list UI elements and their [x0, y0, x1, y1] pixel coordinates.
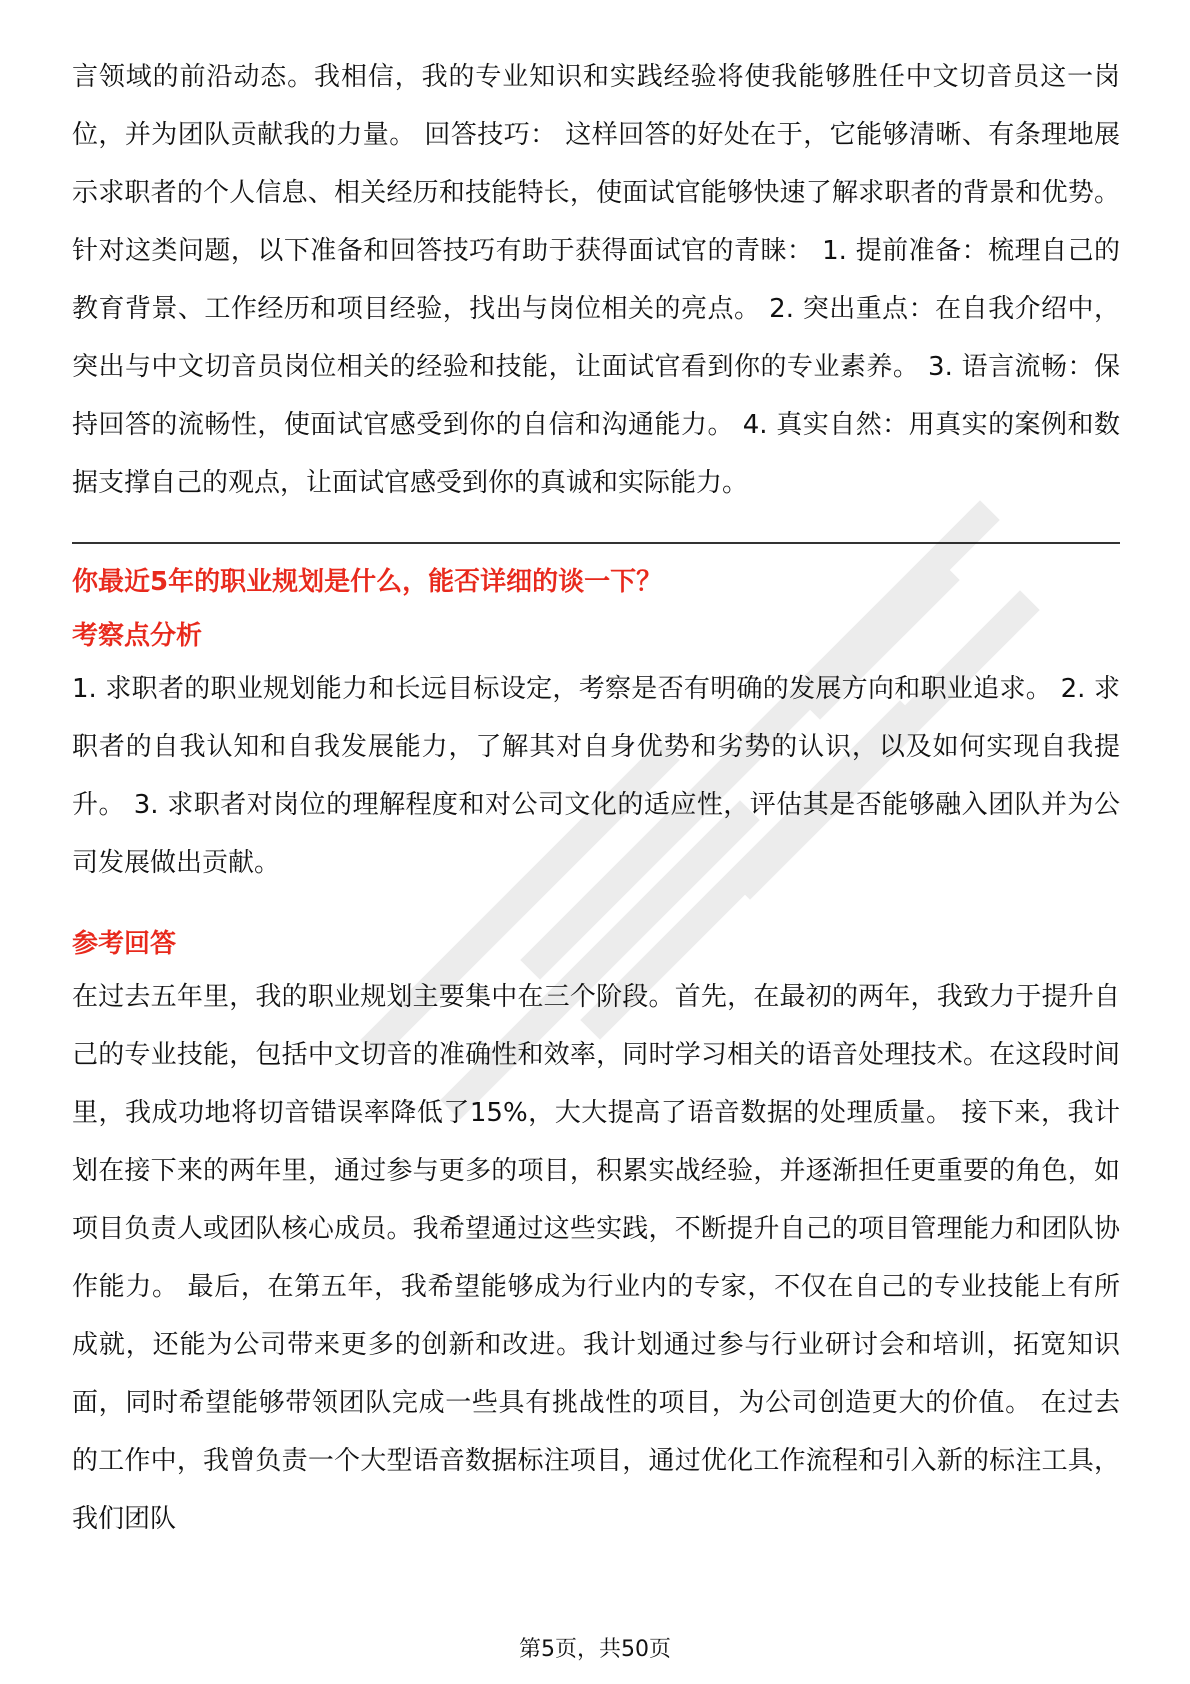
question-title: 你最近5年的职业规划是什么，能否详细的谈一下？ [72, 567, 663, 597]
analysis-heading: 考察点分析 [72, 621, 203, 651]
answer-heading: 参考回答 [72, 929, 177, 959]
document-page [72, 48, 1120, 1548]
answer-text: 在过去五年里，我的职业规划主要集中在三个阶段。首先，在最初的两年，我致力于提升自己的专业技能，包括中文切音的准确性和效率，同时学习相关的语音处理技术。在这段时间里，我成功地将切音错误率降低了15%，大大提高了语音数据的处理质量。 接下来，我计划在接下来的两年里，通过参与更多的项目，积累实战经验，并逐渐担任更重要的角色，如项目负责人或团队核心成员。我希望通过这些实践，不断提升自己的项目管理能力和团队协作能力。 最后，在第五年，我希望能够成为行业内的专家，不仅在自己的专业技能上有所成就，还能为公司带来更多的创新和改进。我计划通过参与行业研讨会和培训，拓宽知识面，同时希望能够带领团队完成一些具有挑战性的项目，为公司创造更大的价值。 在过去的工作中，我曾负责一个大型语音数据标注项目，通过优化工作流程和引入新的标注工具，我们团队 [72, 982, 1120, 1534]
section-divider [72, 542, 1120, 544]
intro-paragraph: 言领域的前沿动态。我相信，我的专业知识和实践经验将使我能够胜任中文切音员这一岗位，并为团队贡献我的力量。 回答技巧： 这样回答的好处在于，它能够清晰、有条理地展示求职者的个人信息、相关经历和技能特长，使面试官能够快速了解求职者的背景和优势。针对这类问题，以下准备和回答技巧有助于获得面试官的青睐： 1. 提前准备：梳理自己的教育背景、工作经历和项目经验，找出与岗位相关的亮点。 2. 突出重点：在自我介绍中，突出与中文切音员岗位相关的经验和技能，让面试官看到你的专业素养。 3. 语言流畅：保持回答的流畅性，使面试官感受到你的自信和沟通能力。 4. 真实自然：用真实的案例和数据支撑自己的观点，让面试官感受到你的真诚和实际能力。 [72, 62, 1120, 498]
section-gap [72, 892, 1120, 914]
analysis-text: 1. 求职者的职业规划能力和长远目标设定，考察是否有明确的发展方向和职业追求。 2. 求职者的自我认知和自我发展能力，了解其对自身优势和劣势的认识，以及如何实现自我提升。 3. 求职者对岗位的理解程度和对公司文化的适应性，评估其是否能够融入团队并为公司发展做出贡献。 [72, 674, 1120, 878]
page-footer: 第5页，共50页 [519, 1637, 671, 1662]
